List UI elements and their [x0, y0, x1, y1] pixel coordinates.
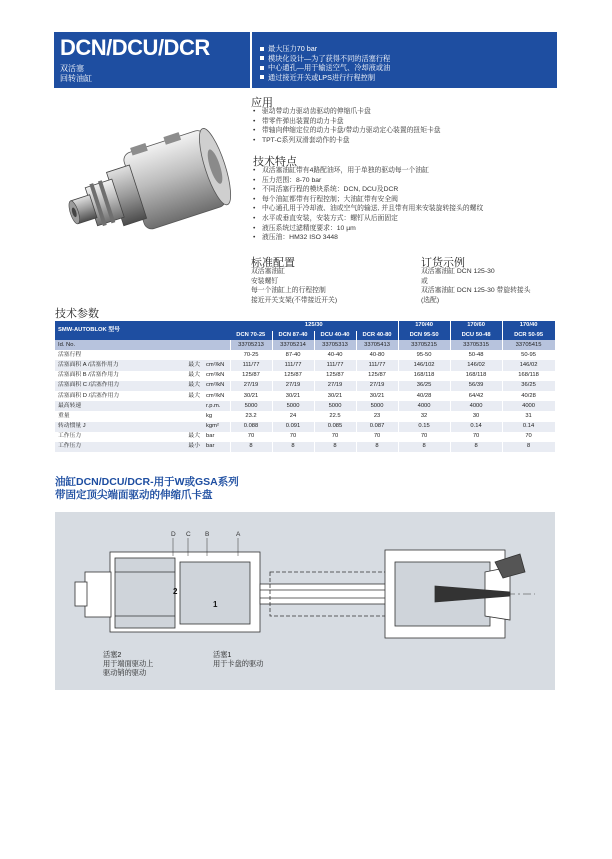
value-cell: 23: [356, 411, 398, 421]
value-cell: 0.14: [502, 422, 555, 432]
drawing-label-1: 1: [213, 600, 218, 609]
model-header-cell: DCN 87-40: [272, 331, 314, 341]
value-cell: 8: [314, 442, 356, 452]
value-cell: 125/87: [230, 371, 272, 381]
group-header-cell: 125/30: [230, 321, 398, 331]
value-cell: 111/77: [272, 360, 314, 370]
params-title: 技术参数: [55, 308, 99, 320]
value-cell: 146/02: [502, 360, 555, 370]
value-cell: 168/118: [502, 371, 555, 381]
row-mark-cell: 最大: [173, 391, 203, 401]
list-item: 或: [421, 277, 428, 285]
feature-item: 中心通孔—用于输送空气、冷却液或油: [260, 63, 551, 73]
row-unit-cell: r.p.m.: [203, 401, 230, 411]
value-cell: 30/21: [230, 391, 272, 401]
value-cell: 24: [272, 411, 314, 421]
list-item: • 驱动带动力驱动齿驱动的伸缩爪卡盘: [251, 107, 561, 117]
feature-item: 最大压力70 bar: [260, 44, 551, 54]
value-cell: 4000: [398, 401, 450, 411]
product-title: DCN/DCU/DCR: [60, 35, 210, 60]
table-row: [55, 432, 555, 442]
value-cell: 70: [450, 432, 502, 442]
value-cell: 27/19: [230, 381, 272, 391]
row-mark-cell: 最大: [173, 432, 203, 442]
params-table: [55, 321, 555, 452]
value-cell: 4000: [502, 401, 555, 411]
tech-list: [251, 166, 561, 243]
row-unit-cell: kgm²: [203, 422, 230, 432]
row-mark-cell: 最大: [173, 381, 203, 391]
value-cell: 95-50: [398, 350, 450, 360]
value-cell: 125/87: [314, 371, 356, 381]
value-cell: 8: [398, 442, 450, 452]
value-cell: 33705413: [356, 340, 398, 350]
list-item: • 双活塞油缸带有4路配油环，用于单独的驱动每一个油缸: [251, 166, 561, 176]
value-cell: 27/19: [356, 381, 398, 391]
list-item: 每一个油缸上的行程控制: [251, 287, 326, 295]
drawing-label-a: A: [236, 531, 241, 538]
table-row: [55, 391, 555, 401]
value-cell: 8: [450, 442, 502, 452]
list-item: • 不同活塞行程的模块系统：DCN, DCU及DCR: [251, 185, 561, 195]
value-cell: 5000: [314, 401, 356, 411]
value-cell: 33705415: [502, 340, 555, 350]
value-cell: 27/19: [272, 381, 314, 391]
row-mark-cell: [173, 401, 203, 411]
row-mark-cell: 最小: [173, 442, 203, 452]
caption-piston-2: 活塞2 用于端面驱动上 驱动销的驱动: [103, 650, 154, 677]
value-cell: 56/39: [450, 381, 502, 391]
model-header-cell: DCR 40-80: [356, 331, 398, 341]
value-cell: 0.088: [230, 422, 272, 432]
drawing-label-b: B: [205, 531, 210, 538]
feature-item: 模块化设计—为了获得不同的活塞行程: [260, 54, 551, 64]
value-cell: 23.2: [230, 411, 272, 421]
model-header-cell: DCN 95-50: [398, 331, 450, 341]
table-row: [55, 360, 555, 370]
value-cell: 36/25: [502, 381, 555, 391]
model-header-cell: DCU 50-48: [450, 331, 502, 341]
value-cell: 30/21: [314, 391, 356, 401]
row-unit-cell: cm²/kN: [203, 371, 230, 381]
list-item: 双活塞油缸: [251, 268, 285, 275]
value-cell: 33705315: [450, 340, 502, 350]
value-cell: 33705313: [314, 340, 356, 350]
value-cell: 8: [356, 442, 398, 452]
value-cell: 4000: [450, 401, 502, 411]
row-label-cell: 工作压力: [55, 432, 173, 442]
value-cell: 40-40: [314, 350, 356, 360]
list-item: • TPT-C系列双滑套动作的卡盘: [251, 136, 561, 146]
value-cell: 27/19: [314, 381, 356, 391]
value-cell: 0.087: [356, 422, 398, 432]
row-label-cell: 重量: [55, 411, 173, 421]
value-cell: 40-80: [356, 350, 398, 360]
drawing-label-d: D: [171, 531, 176, 538]
list-item: (选配): [421, 296, 440, 304]
header-title-block: [54, 32, 250, 88]
table-row: [55, 401, 555, 411]
value-cell: 70: [314, 432, 356, 442]
value-cell: 8: [230, 442, 272, 452]
model-header-cell: DCN 70-25: [230, 331, 272, 341]
value-cell: 146/102: [398, 360, 450, 370]
value-cell: 5000: [356, 401, 398, 411]
row-unit-cell: cm²/kN: [203, 360, 230, 370]
table-row: [55, 411, 555, 421]
list-item: • 带轴向伸缩定位的动力卡盘/带动力驱动定心装置的扭矩卡盘: [251, 126, 561, 136]
value-cell: 70: [230, 432, 272, 442]
row-label-cell: 活塞面积 B /活塞作用力: [55, 371, 173, 381]
group-header-cell: 170/40: [502, 321, 555, 331]
drawing-label-2: 2: [173, 587, 178, 596]
list-item: • 中心通孔用于冷却液、油或空气的输送, 并且带有用来安装旋转接头的螺纹: [251, 204, 561, 214]
list-item: 接近开关支架(不带接近开关): [251, 296, 338, 304]
type-label-cell: SMW-AUTOBLOK 型号: [55, 321, 230, 340]
list-item: 双活塞油缸 DCN 125-30: [421, 268, 495, 275]
header-feature-block: [252, 32, 557, 88]
application-list: [251, 107, 561, 145]
row-unit-cell: cm²/kN: [203, 381, 230, 391]
group-header-cell: 170/60: [450, 321, 502, 331]
value-cell: 111/77: [356, 360, 398, 370]
value-cell: 36/25: [398, 381, 450, 391]
model-header-cell: DCR 50-95: [502, 331, 555, 341]
value-cell: 0.14: [450, 422, 502, 432]
application-title: 应用: [251, 97, 273, 109]
value-cell: 32: [398, 411, 450, 421]
caption-piston-1: 活塞1 用于卡盘的驱动: [213, 650, 264, 668]
row-unit-cell: bar: [203, 432, 230, 442]
list-item: 双活塞油缸 DCN 125-30 带旋转接头: [421, 287, 531, 295]
value-cell: 30/21: [356, 391, 398, 401]
list-item: • 压力范围：8-70 bar: [251, 176, 561, 186]
table-header-row: [55, 321, 555, 331]
list-item: 安装螺钉: [251, 277, 279, 285]
row-label-cell: Id. No.: [55, 340, 173, 350]
value-cell: 146/02: [450, 360, 502, 370]
value-cell: 31: [502, 411, 555, 421]
list-item: • 液压油：HM32 ISO 3448: [251, 233, 561, 243]
model-header-cell: DCU 40-40: [314, 331, 356, 341]
value-cell: 0.085: [314, 422, 356, 432]
row-label-cell: 活塞行程: [55, 350, 173, 360]
product-subtitle-2: 回转油缸: [60, 74, 92, 83]
technical-drawing: [55, 512, 555, 690]
value-cell: 5000: [272, 401, 314, 411]
list-item: • 水平或垂直安装，安装方式：螺钉从后面固定: [251, 214, 561, 224]
value-cell: 50-48: [450, 350, 502, 360]
value-cell: 125/87: [272, 371, 314, 381]
value-cell: 8: [272, 442, 314, 452]
value-cell: 33705215: [398, 340, 450, 350]
table-row: [55, 381, 555, 391]
row-mark-cell: [173, 340, 203, 350]
product-subtitle-1: 双活塞: [60, 64, 84, 73]
row-unit-cell: cm²/kN: [203, 391, 230, 401]
value-cell: 70: [398, 432, 450, 442]
group-header-cell: 170/40: [398, 321, 450, 331]
value-cell: 5000: [230, 401, 272, 411]
value-cell: 33705213: [230, 340, 272, 350]
list-item: • 带零件弹出装置的动力卡盘: [251, 117, 561, 127]
list-item: • 每个油缸都带有行程控制；大油缸带有安全阀: [251, 195, 561, 205]
row-mark-cell: [173, 411, 203, 421]
value-cell: 33705214: [272, 340, 314, 350]
row-label-cell: 最高转速: [55, 401, 173, 411]
value-cell: 125/87: [356, 371, 398, 381]
value-cell: 111/77: [230, 360, 272, 370]
value-cell: 22.5: [314, 411, 356, 421]
row-mark-cell: [173, 350, 203, 360]
feature-item: 通过接近开关或LPS进行行程控制: [260, 73, 551, 83]
row-unit-cell: kg: [203, 411, 230, 421]
table-row: [55, 442, 555, 452]
value-cell: 87-40: [272, 350, 314, 360]
value-cell: 168/118: [450, 371, 502, 381]
value-cell: 70: [502, 432, 555, 442]
row-unit-cell: [203, 340, 230, 350]
value-cell: 70-25: [230, 350, 272, 360]
value-cell: 30: [450, 411, 502, 421]
row-mark-cell: 最大: [173, 371, 203, 381]
value-cell: 0.15: [398, 422, 450, 432]
row-unit-cell: [203, 350, 230, 360]
row-label-cell: 活塞面积 D /活塞作用力: [55, 391, 173, 401]
value-cell: 50-95: [502, 350, 555, 360]
value-cell: 64/42: [450, 391, 502, 401]
table-row: [55, 350, 555, 360]
row-label-cell: 工作压力: [55, 442, 173, 452]
value-cell: 168/118: [398, 371, 450, 381]
value-cell: 40/28: [502, 391, 555, 401]
value-cell: 30/21: [272, 391, 314, 401]
row-label-cell: 活塞面积 A /活塞作用力: [55, 360, 173, 370]
value-cell: 70: [356, 432, 398, 442]
row-mark-cell: [173, 422, 203, 432]
row-mark-cell: 最大: [173, 360, 203, 370]
value-cell: 0.091: [272, 422, 314, 432]
value-cell: 8: [502, 442, 555, 452]
order-title: 订货示例: [421, 257, 465, 269]
table-row: [55, 340, 555, 350]
section2-title: 油缸DCN/DCU/DCR-用于W或GSA系列 带固定顶尖端面驱动的伸缩爪卡盘: [55, 476, 239, 501]
value-cell: 111/77: [314, 360, 356, 370]
drawing-label-c: C: [186, 531, 191, 538]
row-label-cell: 转动惯量 J: [55, 422, 173, 432]
table-row: [55, 422, 555, 432]
table-row: [55, 371, 555, 381]
order-list: [421, 267, 531, 305]
standard-list: [251, 267, 337, 305]
row-unit-cell: bar: [203, 442, 230, 452]
list-item: • 液压系统过滤精度要求：10 µm: [251, 224, 561, 234]
product-photo: [60, 108, 240, 273]
value-cell: 70: [272, 432, 314, 442]
standard-title: 标准配置: [251, 257, 295, 269]
row-label-cell: 活塞面积 C /活塞作用力: [55, 381, 173, 391]
value-cell: 40/28: [398, 391, 450, 401]
tech-title: 技术特点: [253, 156, 297, 168]
